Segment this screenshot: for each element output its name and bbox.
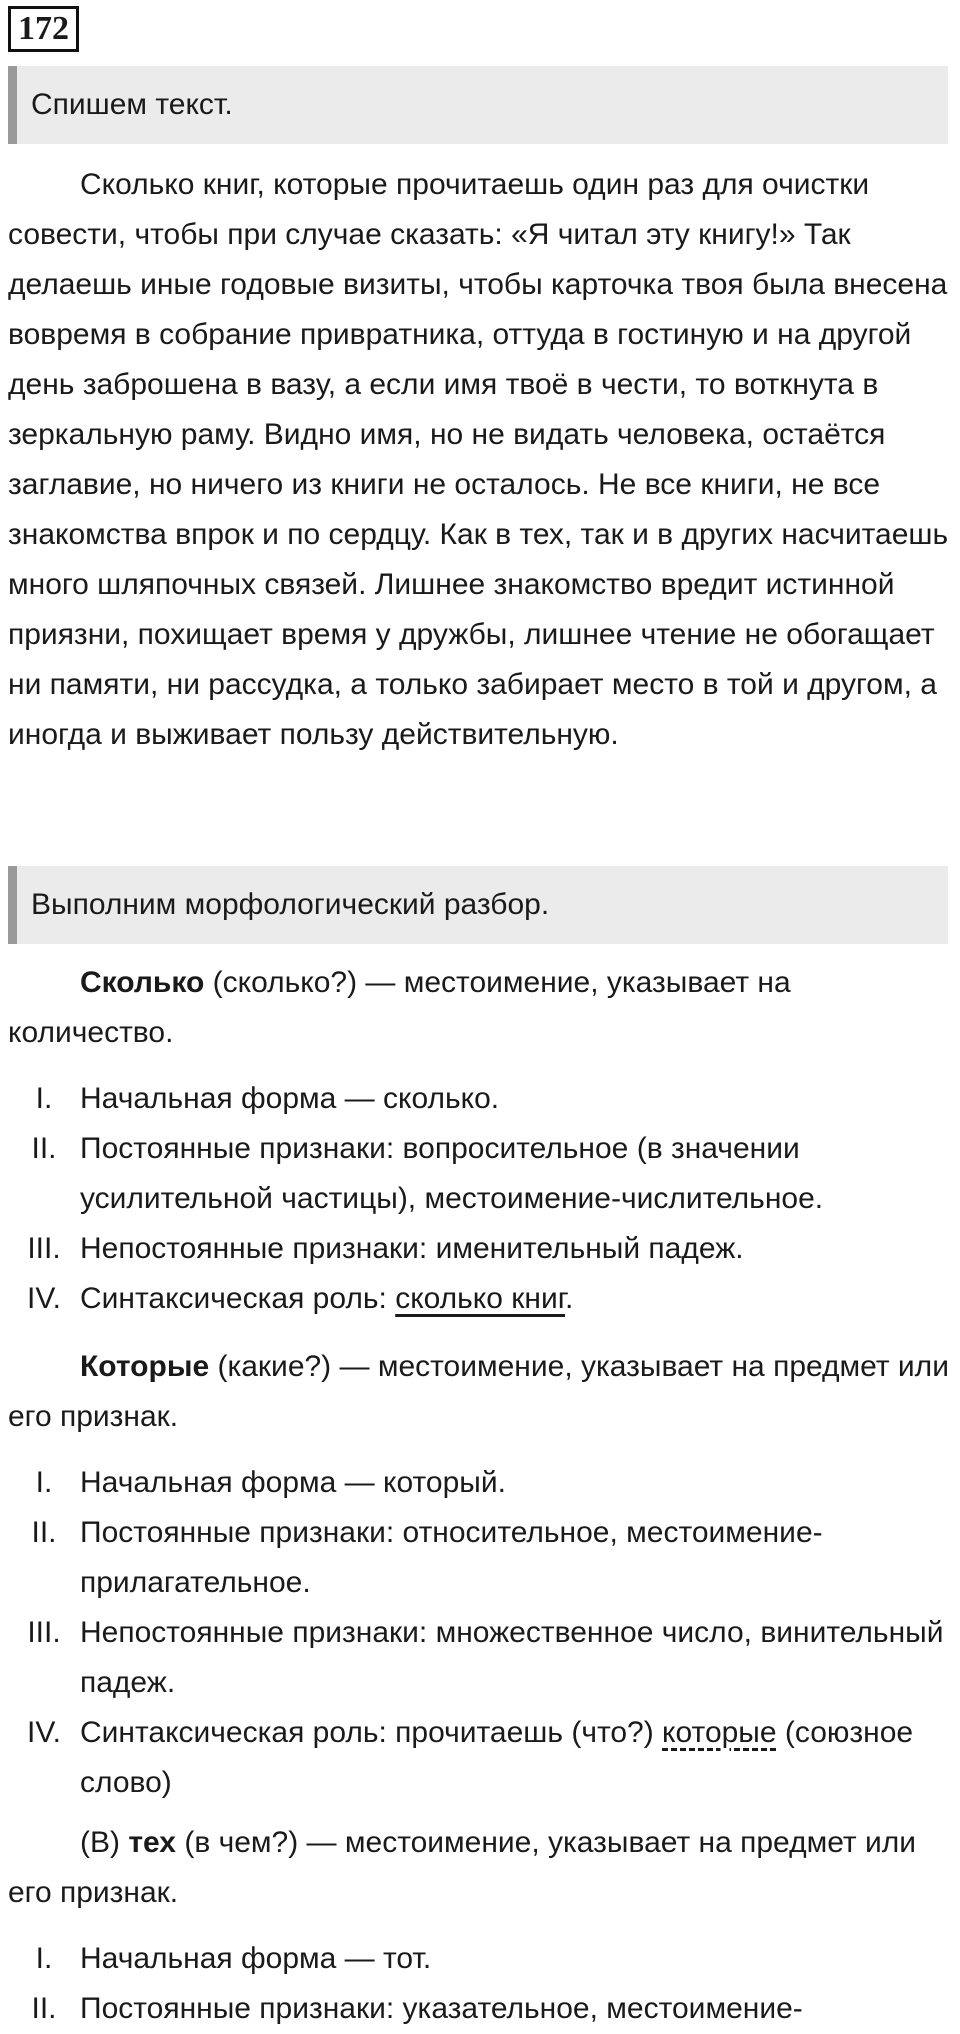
section-header-morphology: Выполним морфологический разбор.: [8, 866, 948, 944]
word1-list: [8, 1074, 953, 1324]
list-item: [8, 1708, 953, 1808]
list-numeral: I.: [35, 1082, 53, 1115]
word1-term: Сколько: [80, 966, 205, 999]
word2-intro: [8, 1342, 953, 1442]
syntax-role-label: Синтаксическая роль:: [80, 1282, 396, 1315]
word1-description: (сколько?) — местоимение, указывает на количество.: [8, 966, 791, 1049]
syntax-role-suffix: (союзное слово): [80, 1716, 914, 1799]
word3-description: (в чем?) — местоимение, указывает на предмет или его признак.: [8, 1826, 916, 1909]
word2-term: Которые: [80, 1350, 210, 1383]
list-item-text: Непостоянные признаки: множественное число, винительный падеж.: [80, 1616, 944, 1699]
object-underline: которые: [662, 1716, 777, 1749]
word1-intro: [8, 958, 953, 1058]
word2-description: (какие?) — местоимение, указывает на предмет или его признак.: [8, 1350, 949, 1433]
word3-term: тех: [128, 1826, 176, 1859]
list-numeral: II.: [31, 1992, 57, 2025]
syntax-role-suffix: .: [565, 1282, 574, 1315]
list-item-text: Постоянные признаки: вопросительное (в значении усилительной частицы), местоимение-числительное.: [80, 1132, 824, 1215]
list-item-text: Непостоянные признаки: именительный падеж.: [80, 1232, 744, 1265]
section-header-copy-text: Спишем текст.: [8, 66, 948, 144]
main-text: Сколько книг, которые прочитаешь один раз для очистки совести, чтобы при случае сказать: «Я читал эту книгу!» Так делаешь иные годовые визиты, чтобы карточка твоя была внесена вовремя в собрание привратника, оттуда в гостиную и на другой день заброшена в вазу, а если имя твоё в чести, то воткнута в зеркальную раму. Видно имя, но не видать человека, остаётся заглавие, но ничего из книги не осталось. Не все книги, не все знакомства впрок и по сердцу. Как в тех, так и в других насчитаешь много шляпочных связей. Лишнее знакомство вредит истинной приязни, похищает время у дружбы, лишнее чтение не обогащает ни памяти, ни рассудка, а только забирает место в той и другом, а иногда и выживает пользу действительную.: [8, 168, 949, 751]
list-item: [8, 1508, 953, 1608]
list-item-text: Начальная форма — который.: [80, 1466, 506, 1499]
list-item: [8, 1458, 953, 1508]
list-numeral: II.: [31, 1132, 57, 1165]
list-item-text: [80, 1274, 953, 1324]
list-item: [8, 1934, 953, 1984]
syntax-role-label: Синтаксическая роль: прочитаешь (что?): [80, 1716, 663, 1749]
list-item-text: Постоянные признаки: указательное, местоимение-: [80, 1992, 803, 2025]
list-item-text: Начальная форма — тот.: [80, 1942, 432, 1975]
list-numeral: III.: [27, 1616, 61, 1649]
list-numeral: IV.: [27, 1282, 61, 1315]
list-numeral: II.: [31, 1516, 57, 1549]
list-numeral: III.: [27, 1232, 61, 1265]
list-item: [8, 1124, 953, 1224]
list-item: [8, 1608, 953, 1708]
exercise-number: 172: [8, 6, 79, 52]
list-item: [8, 1224, 953, 1274]
list-item: [8, 1074, 953, 1124]
list-item: [8, 1274, 953, 1324]
list-numeral: I.: [35, 1942, 53, 1975]
word3-list: [8, 1934, 953, 2034]
list-item-text: Начальная форма — сколько.: [80, 1082, 500, 1115]
list-item-text: [80, 1708, 953, 1808]
subject-underline: сколько книг: [395, 1282, 566, 1315]
list-numeral: IV.: [27, 1716, 61, 1749]
word3-preposition: (В): [80, 1826, 129, 1859]
list-numeral: I.: [35, 1466, 53, 1499]
list-item-text: Постоянные признаки: относительное, местоимение-прилагательное.: [80, 1516, 823, 1599]
word3-intro: [8, 1818, 953, 1918]
word2-list: [8, 1458, 953, 1808]
